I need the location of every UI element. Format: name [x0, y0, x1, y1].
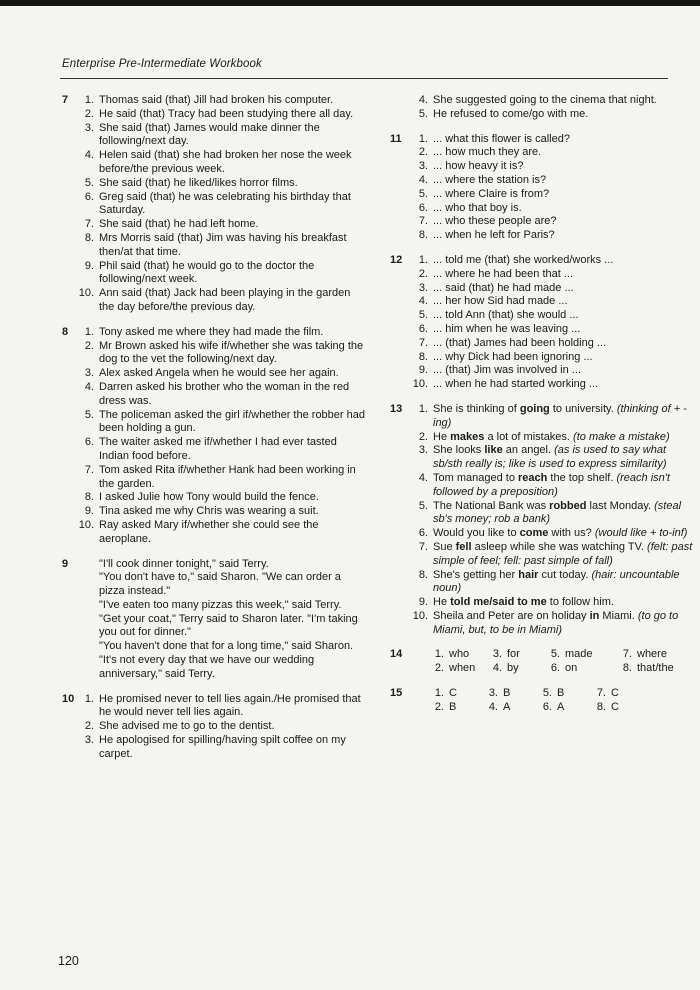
key-word: hair: [518, 568, 539, 581]
item-text: ... how heavy it is?: [433, 160, 524, 173]
answer-item: [58, 720, 368, 734]
section-number: 12: [390, 253, 403, 266]
item-text: ... where the station is?: [433, 173, 547, 186]
answer-item: [384, 295, 694, 309]
dialogue-line: "You haven't done that for a long time," said Sharon. "It's not every day that we have our wedding anniversary," said Terry.: [99, 640, 354, 680]
item-text: ... him when he was leaving ...: [433, 322, 581, 335]
item-text-rest: to follow him.: [546, 596, 614, 609]
answer-item: [384, 323, 694, 337]
explanation-note: (as is used to say what sb/sth really is; like is used to express similarity): [433, 444, 667, 471]
explanation-note: (to go to Miami, but, to be in Miami): [433, 609, 679, 636]
answer-item: [384, 215, 694, 229]
item-number: 8.: [84, 231, 94, 244]
section-number: 15: [390, 687, 403, 700]
grid-cell: [534, 701, 588, 715]
item-number: 5.: [418, 107, 428, 120]
grid-cell: [480, 701, 534, 715]
item-number: 6.: [542, 700, 552, 713]
item-number: 2.: [418, 267, 428, 280]
answer-item: [384, 378, 694, 392]
answer-item: [58, 693, 368, 721]
answer-grid: [426, 648, 694, 676]
grid-cell: [426, 701, 480, 715]
grid-cell: [484, 648, 542, 662]
answer-item: [384, 309, 694, 323]
item-text: ... where he had been that ...: [433, 267, 574, 280]
item-number: 4.: [418, 94, 428, 106]
answer-item: [384, 282, 694, 296]
answer-item: [58, 177, 368, 191]
grid-cell: [534, 687, 588, 701]
item-number: 4.: [418, 173, 428, 186]
answer-item: [58, 367, 368, 381]
item-number: 2.: [434, 662, 444, 675]
running-header: Enterprise Pre-Intermediate Workbook: [62, 58, 262, 70]
answer-item: [384, 108, 694, 122]
item-text: Thomas said (that) Jill had broken his computer.: [99, 94, 334, 106]
answer-grid: [426, 687, 694, 715]
item-text: He promised never to tell lies again./He promised that he would never tell lies again.: [99, 692, 361, 719]
item-number: 3.: [84, 367, 94, 380]
item-number: 4.: [418, 471, 428, 484]
item-number: 5.: [418, 499, 428, 512]
section-number: 14: [390, 648, 403, 661]
header-rule: [60, 78, 668, 79]
item-number: 2.: [418, 430, 428, 443]
item-text: She advised me to go to the dentist.: [99, 720, 275, 733]
answer-item: [58, 191, 368, 219]
right-column: [384, 94, 694, 726]
section-number: 9: [62, 557, 69, 570]
item-answer: where: [637, 648, 667, 661]
answer-item: [58, 491, 368, 505]
item-text-rest: with us?: [548, 527, 595, 540]
item-number: 6.: [418, 527, 428, 540]
item-number: 5.: [542, 687, 552, 700]
grid-cell: [614, 648, 674, 662]
item-answer: A: [557, 700, 565, 713]
item-text-rest: asleep while she was watching TV.: [471, 540, 648, 553]
section-15: [384, 687, 694, 715]
section-7: [58, 94, 368, 315]
item-text: I asked Julie how Tony would build the fence.: [99, 491, 319, 504]
item-text: Tom managed to: [433, 471, 518, 484]
item-number: 7.: [418, 540, 428, 553]
item-number: 9.: [84, 505, 94, 518]
explanation-note: (hair: uncountable noun): [433, 568, 680, 595]
item-text: Phil said (that) he would go to the doctor the following/next week.: [99, 259, 315, 286]
item-text: She's getting her: [433, 568, 519, 581]
item-text: The National Bank was: [433, 499, 550, 512]
item-number: 5.: [418, 309, 428, 322]
item-text-rest: to university.: [549, 402, 617, 415]
item-number: 3.: [418, 281, 428, 294]
answer-item: [384, 268, 694, 282]
grid-cell: [542, 648, 614, 662]
item-text: ... (that) James had been holding ...: [433, 336, 607, 349]
item-answer: on: [565, 662, 578, 675]
section-number: 7: [62, 94, 69, 106]
item-number: 5.: [418, 187, 428, 200]
grid-row: [426, 701, 694, 715]
item-number: 9.: [418, 364, 428, 377]
item-number: 9.: [418, 596, 428, 609]
item-number: 10.: [412, 378, 428, 391]
item-text: ... where Claire is from?: [433, 187, 550, 200]
item-text: Mrs Morris said (that) Jim was having his breakfast then/at that time.: [99, 231, 347, 258]
section-14: [384, 648, 694, 676]
item-number: 1.: [434, 648, 444, 661]
item-text: Darren asked his brother who the woman in the red dress was.: [99, 380, 350, 407]
item-text: She looks: [433, 444, 485, 457]
item-text: She said (that) he had left home.: [99, 218, 259, 231]
item-answer: made: [565, 648, 593, 661]
answer-item: [58, 232, 368, 260]
dialogue-line: "You don't have to," said Sharon. "We can order a pizza instead.": [99, 571, 341, 598]
item-number: 7.: [84, 218, 94, 231]
answer-item: [384, 364, 694, 378]
item-number: 7.: [418, 336, 428, 349]
item-answer: B: [557, 687, 565, 700]
item-text: Ray asked Mary if/whether she could see the aeroplane.: [99, 518, 319, 545]
item-text: ... why Dick had been ignoring ...: [433, 350, 593, 363]
section-8: [58, 326, 368, 547]
item-number: 7.: [622, 648, 632, 661]
answer-item: [58, 734, 368, 762]
section-11: [384, 133, 694, 243]
answer-item: [384, 254, 694, 268]
item-number: 8.: [84, 491, 94, 504]
answer-item: [384, 444, 694, 472]
key-word: robbed: [549, 499, 587, 512]
item-number: 1.: [434, 687, 444, 700]
item-number: 6.: [418, 322, 428, 335]
answer-item: [384, 527, 694, 541]
item-answer: A: [503, 700, 511, 713]
grid-row: [426, 687, 694, 701]
grid-cell: [426, 648, 484, 662]
answer-item: [384, 229, 694, 243]
explanation-note: (reach isn't followed by a preposition): [433, 471, 670, 498]
item-answer: by: [507, 662, 519, 675]
grid-cell: [426, 662, 484, 676]
dialogue-line: "I've eaten too many pizzas this week," said Terry.: [99, 598, 342, 611]
item-text: Tom asked Rita if/whether Hank had been working in the garden.: [99, 463, 356, 490]
answer-item: [58, 218, 368, 232]
key-word: in: [589, 609, 600, 622]
section-12: [384, 254, 694, 392]
item-answer: C: [611, 700, 619, 713]
answer-item: [384, 610, 694, 638]
grid-cell: [542, 662, 614, 676]
item-number: 9.: [84, 259, 94, 272]
item-text: He: [433, 430, 451, 443]
answer-item: [384, 403, 694, 431]
item-text: ... who these people are?: [433, 215, 557, 228]
item-number: 6.: [550, 662, 560, 675]
dialogue-line: "I'll cook dinner tonight," said Terry.: [99, 557, 269, 570]
item-answer: C: [611, 687, 619, 700]
grid-cell: [588, 701, 642, 715]
answer-item: [58, 326, 368, 340]
item-number: 6.: [84, 436, 94, 449]
item-text: Sue: [433, 540, 456, 553]
key-word: told me/said to me: [450, 596, 547, 609]
key-word: reach: [518, 471, 548, 484]
explanation-note: (would like + to-inf): [594, 527, 688, 540]
item-text: He said (that) Tracy had been studying there all day.: [99, 107, 354, 120]
item-number: 10.: [78, 287, 94, 300]
answer-item: [58, 464, 368, 492]
section-13: [384, 403, 694, 638]
item-text: He apologised for spilling/having spilt coffee on my carpet.: [99, 734, 346, 760]
item-text: Tony asked me where they had made the film.: [99, 325, 324, 338]
item-number: 6.: [84, 190, 94, 203]
item-text-rest: Miami.: [599, 609, 638, 622]
item-number: 7.: [418, 215, 428, 228]
section-number: 10: [62, 692, 75, 705]
item-text: She said (that) James would make dinner the following/next day.: [99, 121, 320, 148]
item-answer: that/the: [637, 662, 674, 675]
item-text: She is thinking of: [433, 402, 520, 415]
dialogue-line: "Get your coat," Terry said to Sharon later. "I'm taking you out for dinner.": [99, 612, 358, 639]
answer-item: [384, 94, 694, 108]
item-answer: C: [449, 687, 457, 700]
item-number: 4.: [488, 700, 498, 713]
item-answer: B: [503, 687, 511, 700]
item-number: 4.: [84, 380, 94, 393]
answer-item: [384, 431, 694, 445]
answer-item: [384, 133, 694, 147]
explanation-note: (thinking of + -ing): [433, 402, 687, 429]
section-9: [58, 558, 368, 682]
answer-item: [58, 409, 368, 437]
item-number: 8.: [596, 700, 606, 713]
item-text: ... when he had started working ...: [433, 378, 599, 391]
item-number: 1.: [418, 132, 428, 145]
item-text: He: [433, 596, 451, 609]
item-number: 8.: [622, 662, 632, 675]
item-text: Tina asked me why Chris was wearing a suit.: [99, 505, 319, 518]
item-number: 4.: [84, 149, 94, 162]
key-word: makes: [450, 430, 485, 443]
item-number: 7.: [596, 687, 606, 700]
item-number: 3.: [84, 121, 94, 134]
answer-item: [384, 351, 694, 365]
section-number: 11: [390, 132, 402, 145]
item-text-rest: last Monday.: [586, 499, 655, 512]
answer-item: [58, 108, 368, 122]
item-text: ... when he left for Paris?: [433, 229, 555, 242]
item-number: 2.: [434, 700, 444, 713]
item-text: Ann said (that) Jack had been playing in the garden the day before/the previous day.: [99, 287, 351, 313]
answer-item: [58, 122, 368, 150]
left-column: [58, 94, 368, 773]
grid-row: [426, 662, 694, 676]
item-number: 7.: [84, 463, 94, 476]
explanation-note: (to make a mistake): [573, 430, 670, 443]
item-number: 1.: [418, 253, 428, 266]
grid-row: [426, 648, 694, 662]
section-number: 13: [390, 402, 403, 415]
item-text: ... what this flower is called?: [433, 132, 570, 145]
explanation-note: (steal sb's money; rob a bank): [433, 499, 682, 526]
item-answer: who: [449, 648, 470, 661]
item-text: Mr Brown asked his wife if/whether she was taking the dog to the vet the following/next day.: [99, 339, 364, 366]
answer-item: [384, 188, 694, 202]
item-number: 3.: [418, 160, 428, 173]
item-number: 8.: [418, 229, 428, 242]
answer-item: [58, 287, 368, 315]
answer-item: [384, 202, 694, 216]
item-text-rest: an angel.: [502, 444, 555, 457]
item-text: The policeman asked the girl if/whether the robber had been holding a gun.: [99, 408, 365, 435]
item-text: She said (that) he liked/likes horror films.: [99, 176, 298, 189]
answer-item: [384, 596, 694, 610]
explanation-note: (felt: past simple of feel; fell: past simple of fall): [433, 540, 693, 567]
answer-item: [58, 505, 368, 519]
answer-item: [384, 160, 694, 174]
item-number: 2.: [84, 107, 94, 120]
item-number: 8.: [418, 568, 428, 581]
grid-cell: [480, 687, 534, 701]
item-number: 5.: [84, 176, 94, 189]
answer-item: [384, 500, 694, 528]
item-number: 6.: [418, 201, 428, 214]
grid-cell: [426, 687, 480, 701]
page-number: 120: [58, 954, 79, 968]
answer-item: [384, 541, 694, 569]
item-number: 1.: [84, 325, 94, 338]
section-10: [58, 693, 368, 762]
answer-item: [384, 569, 694, 597]
top-border: [0, 0, 700, 6]
item-text: Helen said (that) she had broken her nose the week before/the previous week.: [99, 149, 352, 175]
item-text: Greg said (that) he was celebrating his birthday that Saturday.: [99, 190, 351, 217]
item-number: 3.: [84, 734, 94, 747]
item-answer: B: [449, 700, 457, 713]
item-text: Would you like to: [433, 527, 520, 540]
section-number: 8: [62, 325, 69, 338]
item-number: 10.: [412, 609, 428, 622]
item-number: 2.: [418, 146, 428, 159]
item-number: 2.: [84, 339, 94, 352]
item-number: 1.: [418, 402, 428, 415]
answer-item: [384, 146, 694, 160]
answer-item: [384, 337, 694, 351]
item-text-rest: a lot of mistakes.: [484, 430, 574, 443]
grid-cell: [614, 662, 674, 676]
answer-item: [58, 436, 368, 464]
item-number: 2.: [84, 720, 94, 733]
item-number: 4.: [418, 295, 428, 308]
item-text: ... how much they are.: [433, 146, 542, 159]
item-text: Sheila and Peter are on holiday: [433, 609, 590, 622]
item-number: 10.: [78, 518, 94, 531]
item-text: ... her how Sid had made ...: [433, 295, 568, 308]
answer-item: [384, 174, 694, 188]
item-number: 3.: [488, 687, 498, 700]
item-number: 5.: [84, 408, 94, 421]
item-text: The waiter asked me if/whether I had ever tasted Indian food before.: [99, 436, 337, 462]
grid-cell: [484, 662, 542, 676]
item-text: She suggested going to the cinema that night.: [433, 94, 657, 106]
item-text: ... (that) Jim was involved in ...: [433, 364, 581, 377]
item-text-rest: the top shelf.: [547, 471, 617, 484]
key-word: like: [484, 444, 503, 457]
section-10-continued: [384, 94, 694, 122]
answer-item: [58, 94, 368, 108]
answer-item: [58, 149, 368, 177]
item-text: ... said (that) he had made ...: [433, 281, 574, 294]
item-text: ... told me (that) she worked/works ...: [433, 253, 614, 266]
answer-item: [58, 340, 368, 368]
item-text: ... told Ann (that) she would ...: [433, 309, 579, 322]
item-number: 3.: [418, 444, 428, 457]
item-number: 1.: [84, 94, 94, 106]
item-number: 5.: [550, 648, 560, 661]
key-word: fell: [455, 540, 472, 553]
answer-item: [58, 381, 368, 409]
item-number: 8.: [418, 350, 428, 363]
item-number: 3.: [492, 648, 502, 661]
item-text: Alex asked Angela when he would see her again.: [99, 367, 339, 380]
item-answer: for: [507, 648, 520, 661]
key-word: come: [519, 527, 549, 540]
item-text-rest: cut today.: [538, 568, 592, 581]
key-word: going: [519, 402, 550, 415]
item-number: 4.: [492, 662, 502, 675]
item-answer: when: [449, 662, 476, 675]
answer-item: [58, 519, 368, 547]
item-text: He refused to come/go with me.: [433, 107, 589, 120]
grid-cell: [588, 687, 642, 701]
answer-item: [384, 472, 694, 500]
item-text: ... who that boy is.: [433, 201, 522, 214]
answer-item: [58, 260, 368, 288]
item-number: 1.: [84, 692, 94, 705]
